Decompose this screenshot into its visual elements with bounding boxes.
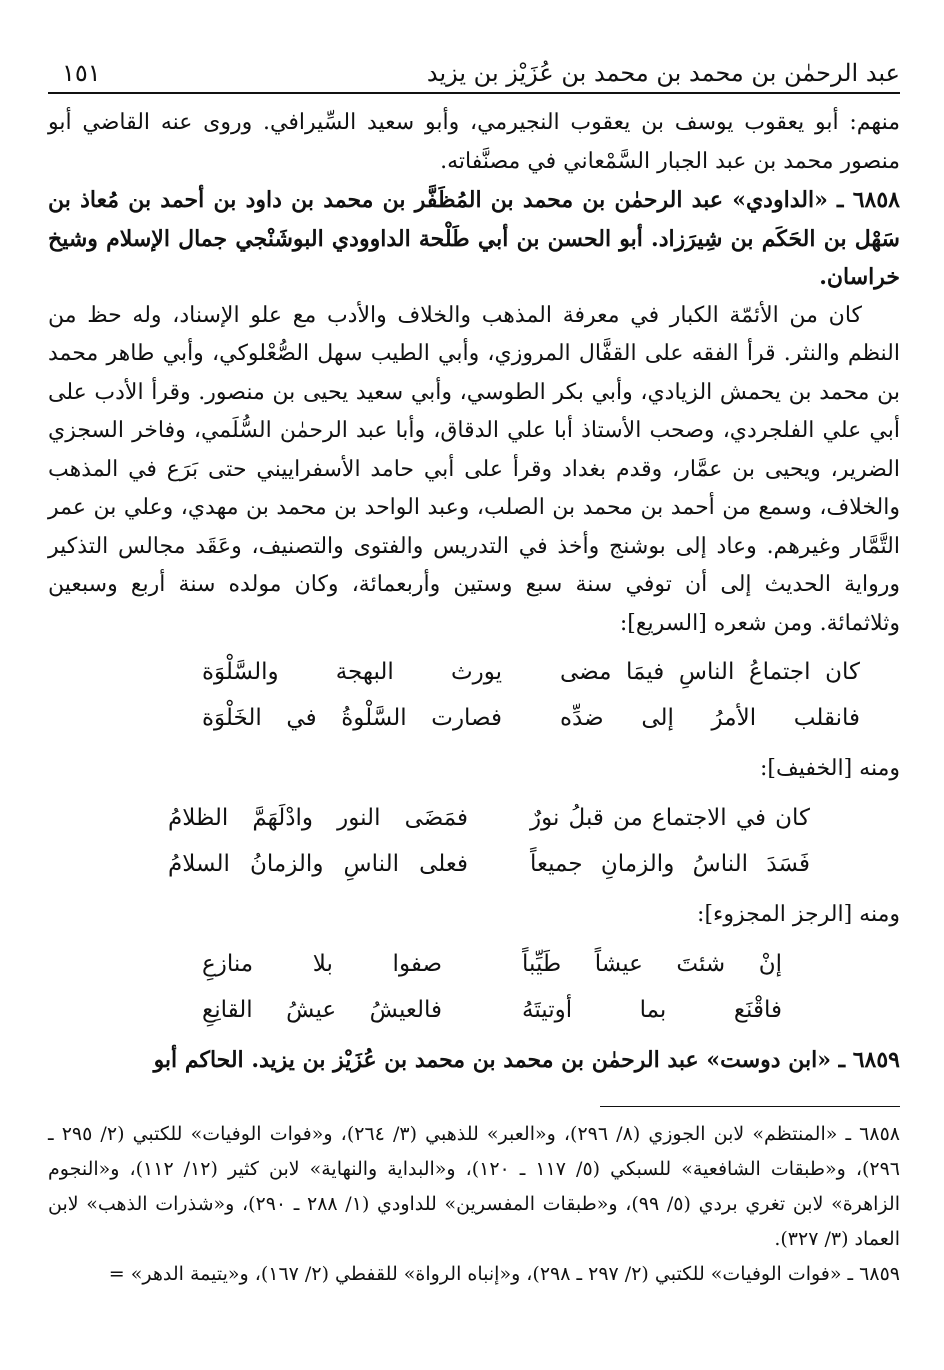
hemistich-second: يورث البهجة والسَّلْوَة	[202, 659, 502, 685]
entry-6859-heading	[48, 1041, 900, 1080]
verse-line	[48, 795, 900, 841]
footnotes	[48, 1117, 900, 1292]
entry-number: ٦٨٥٨ ـ	[837, 187, 900, 213]
footnote-6859: ٦٨٥٩ ـ «فوات الوفيات» للكتبي (٢/ ٢٩٧ ـ ٢٩٨)، و«إنباه الرواة» للقفطي (٢/ ١٦٧)، و«يتيمة الدهر» =	[108, 1262, 900, 1285]
running-head: عبد الرحمٰن بن محمد بن محمد بن عُزَيْز بن يزيد	[426, 59, 900, 87]
hemistich-first: كان اجتماعُ الناسِ فيمَا مضى	[560, 659, 860, 685]
entry-title: «ابن دوست» عبد الرحمٰن بن محمد بن محمد بن عُزَيْز بن يزيد. الحاكم أبو	[153, 1047, 831, 1073]
paragraph-students: منهم: أبو يعقوب يوسف بن يعقوب النجيرمي، وأبو سعيد السِّيرافي. وروى عنه القاضي أبو منصور محمد بن عبد الجبار السَّمْعاني في مصنَّفاته.	[48, 110, 900, 174]
page-header	[48, 40, 900, 94]
verse-line	[48, 649, 900, 695]
verse-line	[48, 941, 900, 987]
hemistich-first: كان في الاجتماع من قبلُ نورٌ	[530, 805, 810, 831]
footnote-6858: ٦٨٥٨ ـ «المنتظم» لابن الجوزي (٨/ ٢٩٦)، و«العبر» للذهبي (٣/ ٢٦٤)، و«فوات الوفيات» للكتبي (٢/ ٢٩٥ ـ ٢٩٦)، و«طبقات الشافعية» للسبكي (٥/ ١١٧ ـ ١٢٠)، و«البداية والنهاية» لابن كثير (١٢/ ١١٢)، و«النجوم الزاهرة» لابن تغري بردي (٥/ ٩٩)، و«طبقات المفسرين» للداودي (١/ ٢٨٨ ـ ٢٩٠)، و«شذرات الذهب» لابن العماد (٣/ ٣٢٧).	[48, 1122, 900, 1250]
hemistich-second: فمَضَى النور وادْلَهَمَّ الظلامُ	[168, 805, 468, 831]
poem-khafif	[48, 795, 900, 887]
hemistich-first: إنْ شئتَ عيشاً طَيِّباً	[522, 951, 782, 977]
verse-line	[48, 695, 900, 741]
paragraph-biography: كان من الأئمّة الكبار في معرفة المذهب والخلاف والأدب مع علو الإسناد، وله حظ من النظم والنثر. قرأ الفقه على القفَّال المروزي، وأبي الطيب سهل الصُّعْلوكي، وأبي طاهر محمد بن محمد بن يحمش الزيادي، وأبي بكر الطوسي، وأبي سعيد يحيى بن منصور. وقرأ الأدب على أبي علي الفلجردي، وصحب الأستاذ أبا علي الدقاق، وأبا عبد الرحمٰن السُّلَمي، وفاخر السجزي الضرير، ويحيى بن عمَّار، وقدم بغداد وقرأ على أبي حامد الأسفراييني حتى بَرَع في المذهب والخلاف، وسمع من أحمد بن محمد بن الصلب، وعبد الواحد بن محمد بن مهدي، وعلي بن عمر التَّمَّار وغيرهم. وعاد إلى بوشنج وأخذ في التدريس والفتوى والتصنيف، وعَقَد مجالس التذكير ورواية الحديث إلى أن توفي سنة سبع وستين وأربعمائة، وكان مولده سنة أربع وسبعين وثلاثمائة. ومن شعره [السريع]:	[48, 302, 900, 636]
verse-line	[48, 987, 900, 1033]
hemistich-second: فصارت السَّلْوةُ في الخَلْوَة	[202, 705, 502, 731]
entry-6858-heading	[48, 181, 900, 297]
poem-rajaz	[48, 941, 900, 1033]
entry-title: «الداودي» عبد الرحمٰن بن محمد بن المُظَفَّر بن محمد بن داود بن أحمد بن مُعاذ بن سَهْل بن الحَكَم بن شِيرَزاد. أبو الحسن بن أبي طَلْحة الداوودي البوشَنْجي جمال الإسلام وشيخ خراسان.	[48, 187, 900, 290]
footnote-separator	[600, 1106, 900, 1107]
page-number: ١٥١	[62, 59, 101, 87]
hemistich-first: فَسَدَ الناسُ والزمانِ جميعاً	[530, 851, 810, 877]
meter-label-khafif: ومنه [الخفيف]:	[760, 756, 900, 781]
hemistich-second: صفوا بلا منازعِ	[202, 951, 442, 977]
poem-sari	[48, 649, 900, 741]
entry-number: ٦٨٥٩ ـ	[838, 1047, 900, 1073]
meter-label-rajaz: ومنه [الرجز المجزوء]:	[697, 902, 900, 927]
hemistich-first: فاقْنَع بما أوتيتَهُ	[522, 997, 782, 1023]
book-page	[48, 40, 900, 1360]
hemistich-second: فالعيشُ عيشُ القانِعِ	[202, 997, 442, 1023]
main-text	[48, 104, 900, 1080]
footnote-separator-wrap	[48, 1080, 900, 1117]
hemistich-second: فعلى الناسِ والزمانُ السلامُ	[168, 851, 468, 877]
verse-line	[48, 841, 900, 887]
hemistich-first: فانقلب الأمرُ إلى ضدِّه	[560, 705, 860, 731]
